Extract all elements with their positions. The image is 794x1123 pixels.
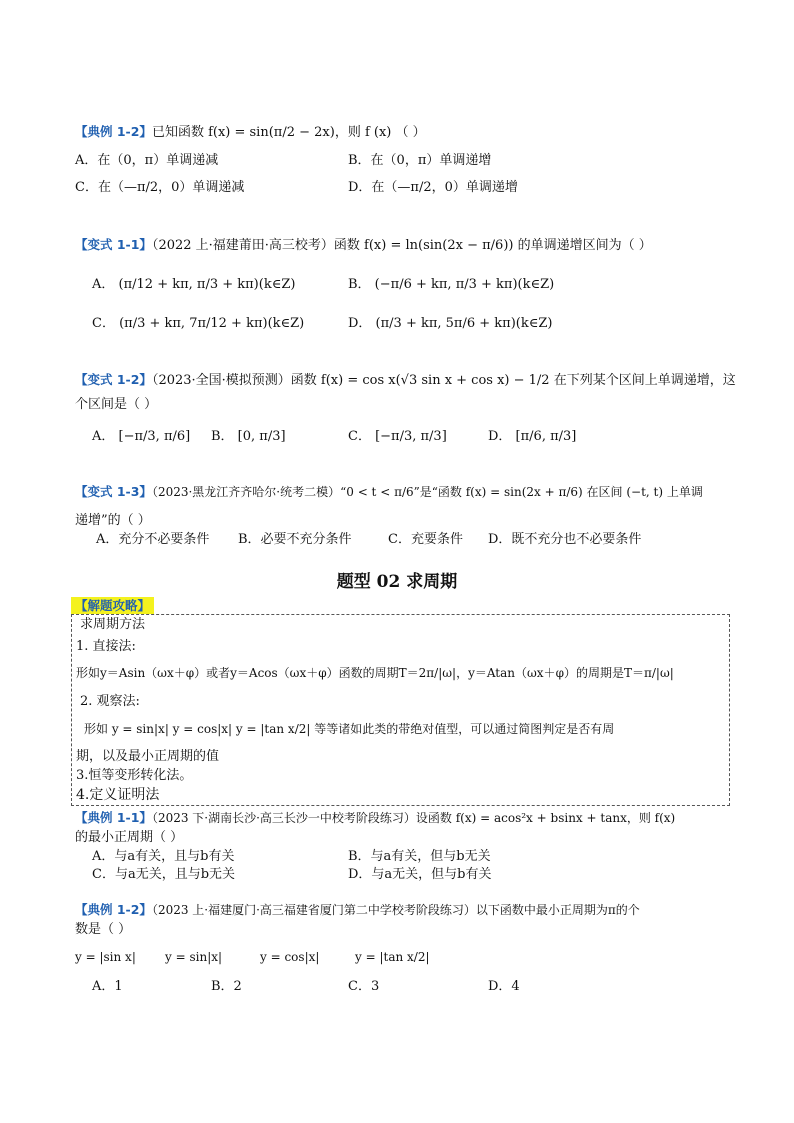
q5-stem: 【典例 1-1】（2023 下·湖南长沙·高三长沙一中校考阶段练习）设函数 f(x) = acos²x + bsinx + tanx，则 f(x) [75, 810, 676, 825]
strategy-method2-body-cont: 期，以及最小正周期的值 [76, 749, 220, 764]
q1-option-a: A．在（0，π）单调递减 [75, 153, 219, 168]
strategy-method3: 3.恒等变形转化法。 [76, 768, 193, 783]
q6-func-2: y = sin|x| [165, 950, 223, 964]
q6-stem: 【典例 1-2】（2023 上·福建厦门·高三福建省厦门第二中学校考阶段练习）以下函数中最小正周期为π的个 [75, 902, 640, 917]
q4-stem-cont: 递增”的（ ） [75, 513, 151, 528]
q1-option-c: C．在（—π/2，0）单调递减 [75, 180, 245, 195]
q6-func-3: y = cos|x| [260, 950, 320, 964]
q6-func-4: y = |tan x/2| [355, 950, 430, 964]
strategy-tag: 【解题攻略】 [71, 597, 154, 614]
q1-option-d: D．在（—π/2，0）单调递增 [348, 180, 518, 195]
section-title: 题型 02 求周期 [336, 572, 458, 592]
q6-func-1: y = |sin x| [75, 950, 136, 964]
q3-stem-cont: 个区间是（ ） [75, 397, 158, 412]
q4-option-d: D．既不充分也不必要条件 [488, 532, 642, 547]
q2-option-b: B． (−π/6 + kπ, π/3 + kπ)(k∈Z) [348, 277, 555, 292]
q5-option-d: D．与a无关，但与b有关 [348, 867, 492, 882]
q5-stem-cont: 的最小正周期（ ） [75, 830, 184, 845]
q3-tag: 【变式 1-2】 [75, 372, 152, 387]
q1-option-b: B．在（0，π）单调递增 [348, 153, 492, 168]
q3-option-c: C． [−π/3, π/3] [348, 429, 447, 444]
q3-stem: 【变式 1-2】（2023·全国·模拟预测）函数 f(x) = cos x(√3 sin x + cos x) − 1/2 在下列某个区间上单调递增，这 [75, 372, 736, 388]
q2-stem: 【变式 1-1】（2022 上·福建莆田·高三校考）函数 f(x) = ln(sin(2x − π/6)) 的单调递增区间为（ ） [75, 237, 652, 253]
q4-option-a: A．充分不必要条件 [96, 532, 210, 547]
q6-option-b: B．2 [211, 979, 242, 994]
strategy-method4: 4.定义证明法 [76, 787, 160, 803]
q1-stem: 【典例 1-2】已知函数 f(x) = sin(π/2 − 2x)，则 f (x) （ ） [75, 124, 426, 140]
strategy-heading: 求周期方法 [80, 617, 146, 632]
q4-tag: 【变式 1-3】 [75, 484, 152, 499]
strategy-method2-body: 形如 y = sin|x| y = cos|x| y = |tan x/2| 等等诸如此类的带绝对值型，可以通过简图判定是否有周 [84, 722, 615, 736]
q1-tag: 【典例 1-2】 [75, 124, 152, 139]
q5-option-a: A．与a有关，且与b有关 [92, 849, 235, 864]
q3-option-d: D． [π/6, π/3] [488, 429, 577, 444]
q2-option-a: A． (π/12 + kπ, π/3 + kπ)(k∈Z) [92, 277, 296, 292]
q5-option-b: B．与a有关，但与b无关 [348, 849, 491, 864]
q6-stem-cont: 数是（ ） [75, 922, 132, 937]
q6-tag: 【典例 1-2】 [75, 902, 152, 917]
q2-tag: 【变式 1-1】 [75, 237, 152, 252]
q4-option-b: B．必要不充分条件 [238, 532, 352, 547]
q4-option-c: C．充要条件 [388, 532, 463, 547]
q6-option-d: D．4 [488, 979, 520, 994]
q3-option-a: A． [−π/3, π/6] [92, 429, 191, 444]
q6-option-c: C．3 [348, 979, 380, 994]
q6-option-a: A．1 [92, 979, 123, 994]
strategy-method1-body: 形如y＝Asin（ωx＋φ）或者y＝Acos（ωx＋φ）函数的周期T＝2π/|ω|，y＝Atan（ωx＋φ）的周期是T＝π/|ω| [76, 666, 674, 680]
q5-option-c: C．与a无关，且与b无关 [92, 867, 236, 882]
q2-option-d: D． (π/3 + kπ, 5π/6 + kπ)(k∈Z) [348, 316, 553, 331]
q5-tag: 【典例 1-1】 [75, 810, 152, 825]
strategy-method2-title: 2. 观察法: [80, 694, 140, 709]
q4-stem: 【变式 1-3】（2023·黑龙江齐齐哈尔·统考二模）“0 < t < π/6”是“函数 f(x) = sin(2x + π/6) 在区间 (−t, t) 上单调 [75, 484, 703, 499]
strategy-method1-title: 1. 直接法: [76, 639, 136, 654]
q2-option-c: C． (π/3 + kπ, 7π/12 + kπ)(k∈Z) [92, 316, 305, 331]
q3-option-b: B． [0, π/3] [211, 429, 286, 444]
